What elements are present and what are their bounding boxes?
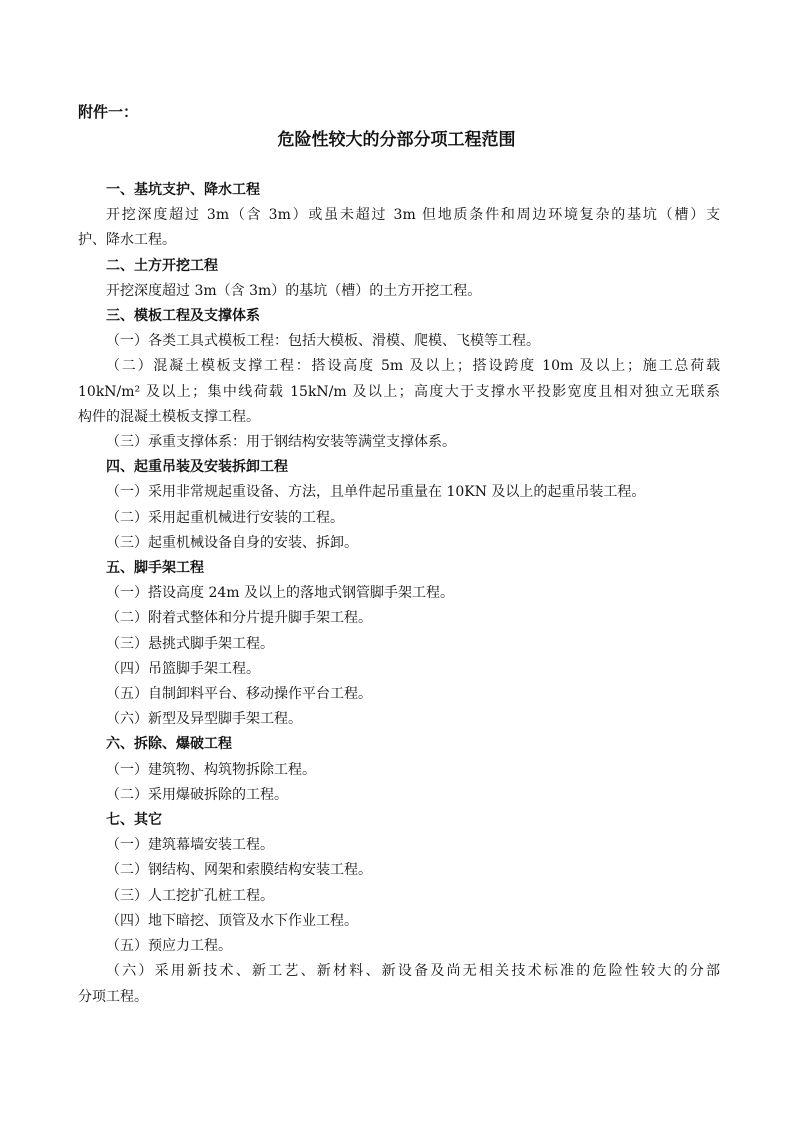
- list-item: （三）承重支撑体系：用于钢结构安装等满堂支撑体系。: [106, 434, 456, 451]
- section-heading: 二、土方开挖工程: [106, 257, 218, 274]
- paragraph-line: 开挖深度超过 3m（含 3m）或虽未超过 3m 但地质条件和周边环境复杂的基坑（槽）支: [106, 207, 720, 224]
- section-heading: 一、基坑支护、降水工程: [106, 182, 260, 198]
- list-item: （一）各类工具式模板工程：包括大模板、滑模、爬模、飞模等工程。: [106, 333, 540, 350]
- list-item: （一）建筑物、构筑物拆除工程。: [106, 761, 316, 778]
- list-item-continuation: 10kN/m² 及以上；集中线荷载 15kN/m 及以上；高度大于支撑水平投影宽度且相对独立无联系: [78, 383, 720, 400]
- list-item: （一）采用非常规起重设备、方法，且单件起吊重量在 10KN 及以上的起重吊装工程。: [106, 484, 646, 501]
- list-item: （三）人工挖扩孔桩工程。: [106, 887, 274, 904]
- document-body: [78, 178, 720, 1010]
- section-heading: 三、模板工程及支撑体系: [106, 308, 260, 325]
- list-item: （一）搭设高度 24m 及以上的落地式钢管脚手架工程。: [106, 585, 454, 602]
- list-item: （一）建筑幕墙安装工程。: [106, 837, 274, 854]
- document-title: 危险性较大的分部分项工程范围: [277, 130, 516, 150]
- attachment-label: 附件一：: [78, 103, 139, 121]
- list-item: （五）自制卸料平台、移动操作平台工程。: [106, 686, 372, 703]
- paragraph-line: 开挖深度超过 3m（含 3m）的基坑（槽）的土方开挖工程。: [106, 282, 482, 299]
- section-heading: 六、拆除、爆破工程: [106, 736, 232, 753]
- list-item: （六）新型及异型脚手架工程。: [106, 711, 302, 728]
- list-item: （二）钢结构、网架和索膜结构安装工程。: [106, 862, 372, 879]
- list-item: （二）混凝土模板支撑工程：搭设高度 5m 及以上；搭设跨度 10m 及以上；施工总荷载: [106, 358, 720, 375]
- list-item: （四）地下暗挖、顶管及水下作业工程。: [106, 912, 358, 929]
- list-item: （六）采用新技术、新工艺、新材料、新设备及尚无相关技术标准的危险性较大的分部: [106, 963, 720, 980]
- list-item: （二）采用起重机械进行安装的工程。: [106, 509, 344, 526]
- list-item: （二）附着式整体和分片提升脚手架工程。: [106, 610, 372, 627]
- list-item: （二）采用爆破拆除的工程。: [106, 786, 288, 803]
- section-heading: 七、其它: [106, 812, 162, 829]
- list-item: （五）预应力工程。: [106, 938, 232, 955]
- list-item: （三）悬挑式脚手架工程。: [106, 635, 274, 652]
- list-item-continuation: 分项工程。: [78, 988, 148, 1005]
- section-heading: 四、起重吊装及安装拆卸工程: [106, 459, 288, 476]
- list-item: （四）吊篮脚手架工程。: [106, 660, 260, 677]
- paragraph-line: 护、降水工程。: [78, 232, 176, 249]
- section-heading: 五、脚手架工程: [106, 560, 204, 577]
- list-item: （三）起重机械设备自身的安装、拆卸。: [106, 534, 358, 551]
- list-item-continuation: 构件的混凝土模板支撑工程。: [78, 408, 260, 425]
